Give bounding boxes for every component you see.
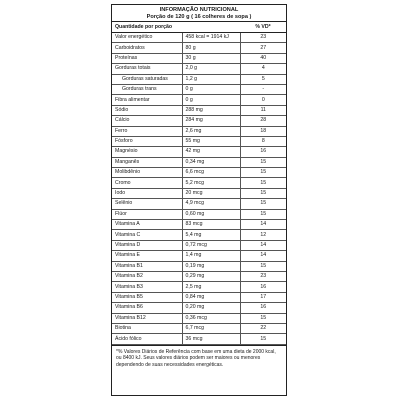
table-row — [112, 209, 286, 219]
nutrition-facts-panel — [111, 4, 287, 396]
nutrient-name: Vitamina B6 — [112, 303, 182, 313]
nutrient-vd: 15 — [240, 199, 286, 209]
nutrient-vd: 16 — [240, 303, 286, 313]
nutrient-amount: 0,34 mg — [182, 157, 240, 167]
table-row — [112, 33, 286, 43]
nutrient-amount: 6,6 mcg — [182, 168, 240, 178]
nutrient-name: Vitamina C — [112, 230, 182, 240]
nutrient-name: Molibdênio — [112, 168, 182, 178]
nutrient-vd: 14 — [240, 220, 286, 230]
table-row — [112, 199, 286, 209]
table-row — [112, 43, 286, 53]
table-row — [112, 292, 286, 302]
nutrition-title: INFORMAÇÃO NUTRICIONAL — [159, 7, 239, 13]
nutrient-vd: 0 — [240, 95, 286, 105]
nutrient-amount: 2,6 mg — [182, 126, 240, 136]
nutrient-vd: 15 — [240, 157, 286, 167]
nutrient-vd: 16 — [240, 282, 286, 292]
table-row — [112, 188, 286, 198]
table-row — [112, 74, 286, 84]
nutrient-amount: 36 mcg — [182, 334, 240, 344]
table-row — [112, 303, 286, 313]
table-row — [112, 240, 286, 250]
table-row — [112, 323, 286, 333]
nutrient-name: Vitamina A — [112, 220, 182, 230]
table-row — [112, 271, 286, 281]
table-header-row — [112, 22, 286, 33]
nutrient-vd: 17 — [240, 292, 286, 302]
nutrient-amount: 0 g — [182, 95, 240, 105]
nutrient-vd: 14 — [240, 251, 286, 261]
nutrient-vd: 28 — [240, 116, 286, 126]
nutrition-rows — [112, 33, 286, 345]
nutrient-name: Flúor — [112, 209, 182, 219]
table-row — [112, 282, 286, 292]
nutrient-amount: 83 mcg — [182, 220, 240, 230]
table-row — [112, 168, 286, 178]
table-row — [112, 84, 286, 94]
nutrient-vd: 23 — [240, 271, 286, 281]
nutrient-name: Vitamina B12 — [112, 313, 182, 323]
nutrient-name: Proteínas — [112, 53, 182, 63]
nutrient-name: Fibra alimentar — [112, 95, 182, 105]
quantity-column-header: Quantidade por porção — [112, 22, 240, 33]
nutrient-name: Biotina — [112, 323, 182, 333]
nutrient-amount: 2,0 g — [182, 64, 240, 74]
table-row — [112, 261, 286, 271]
nutrient-amount: 0,20 mg — [182, 303, 240, 313]
nutrient-amount: 5,4 mg — [182, 230, 240, 240]
nutrition-table — [112, 22, 286, 345]
nutrient-amount: 42 mg — [182, 147, 240, 157]
nutrient-amount: 80 g — [182, 43, 240, 53]
nutrient-name: Iodo — [112, 188, 182, 198]
nutrient-amount: 458 kcal = 1914 kJ — [182, 33, 240, 43]
nutrient-vd: 4 — [240, 64, 286, 74]
nutrient-amount: 0,72 mcg — [182, 240, 240, 250]
table-row — [112, 220, 286, 230]
nutrient-name: Selênio — [112, 199, 182, 209]
nutrient-amount: 0,19 mg — [182, 261, 240, 271]
nutrient-name: Vitamina B5 — [112, 292, 182, 302]
table-row — [112, 64, 286, 74]
nutrient-vd: 15 — [240, 261, 286, 271]
table-row — [112, 116, 286, 126]
nutrient-amount: 1,2 g — [182, 74, 240, 84]
nutrient-amount: 0 g — [182, 84, 240, 94]
nutrient-name: Vitamina B2 — [112, 271, 182, 281]
nutrient-name: Ferro — [112, 126, 182, 136]
nutrient-vd: 40 — [240, 53, 286, 63]
nutrient-vd: 8 — [240, 136, 286, 146]
table-row — [112, 334, 286, 344]
table-row — [112, 126, 286, 136]
nutrient-amount: 0,84 mg — [182, 292, 240, 302]
nutrient-vd: 14 — [240, 240, 286, 250]
table-row — [112, 147, 286, 157]
nutrient-name: Fósforo — [112, 136, 182, 146]
table-row — [112, 230, 286, 240]
nutrient-amount: 0,60 mg — [182, 209, 240, 219]
nutrient-vd: 15 — [240, 334, 286, 344]
nutrient-name: Cromo — [112, 178, 182, 188]
nutrient-amount: 2,5 mg — [182, 282, 240, 292]
nutrient-name: Gorduras saturadas — [112, 74, 182, 84]
nutrient-amount: 30 g — [182, 53, 240, 63]
nutrient-vd: 18 — [240, 126, 286, 136]
nutrient-vd: 15 — [240, 168, 286, 178]
nutrient-name: Vitamina B1 — [112, 261, 182, 271]
nutrient-vd: 12 — [240, 230, 286, 240]
table-row — [112, 313, 286, 323]
nutrient-amount: 288 mg — [182, 105, 240, 115]
vd-column-header: % VD* — [240, 22, 286, 33]
nutrient-vd: 23 — [240, 33, 286, 43]
nutrient-name: Gorduras totais — [112, 64, 182, 74]
nutrient-vd: 15 — [240, 313, 286, 323]
nutrient-vd: 16 — [240, 147, 286, 157]
table-row — [112, 95, 286, 105]
table-row — [112, 53, 286, 63]
table-row — [112, 157, 286, 167]
nutrient-amount: 0,29 mg — [182, 271, 240, 281]
nutrient-name: Sódio — [112, 105, 182, 115]
table-row — [112, 136, 286, 146]
nutrient-amount: 55 mg — [182, 136, 240, 146]
nutrient-vd: 5 — [240, 74, 286, 84]
table-row — [112, 178, 286, 188]
nutrient-amount: 20 mcg — [182, 188, 240, 198]
nutrient-name: Magnésio — [112, 147, 182, 157]
footnote: *% Valores Diários de Referência com base em uma dieta de 2000 kcal, ou 8400 kJ. Seus valores diários podem ser maiores ou menores dependendo de suas necessidades energéticas. — [112, 345, 286, 368]
nutrient-name: Vitamina E — [112, 251, 182, 261]
nutrient-name: Cálcio — [112, 116, 182, 126]
nutrient-name: Vitamina B3 — [112, 282, 182, 292]
nutrient-vd: 22 — [240, 323, 286, 333]
nutrient-name: Manganês — [112, 157, 182, 167]
nutrient-amount: 4,9 mcg — [182, 199, 240, 209]
nutrition-header — [112, 5, 286, 22]
nutrient-name: Gorduras trans — [112, 84, 182, 94]
table-row — [112, 251, 286, 261]
nutrient-vd: 27 — [240, 43, 286, 53]
nutrient-name: Valor energético — [112, 33, 182, 43]
nutrient-name: Ácido fólico — [112, 334, 182, 344]
nutrient-amount: 6,7 mcg — [182, 323, 240, 333]
nutrient-amount: 0,36 mcg — [182, 313, 240, 323]
nutrient-name: Carboidratos — [112, 43, 182, 53]
nutrient-vd: 15 — [240, 209, 286, 219]
table-row — [112, 105, 286, 115]
nutrient-amount: 5,2 mcg — [182, 178, 240, 188]
nutrient-amount: 284 mg — [182, 116, 240, 126]
nutrient-vd: 11 — [240, 105, 286, 115]
serving-size: Porção de 120 g ( 16 colheres de sopa ) — [146, 14, 252, 20]
nutrient-amount: 1,4 mg — [182, 251, 240, 261]
nutrient-name: Vitamina D — [112, 240, 182, 250]
nutrient-vd: 15 — [240, 188, 286, 198]
nutrient-vd: - — [240, 84, 286, 94]
nutrient-vd: 15 — [240, 178, 286, 188]
